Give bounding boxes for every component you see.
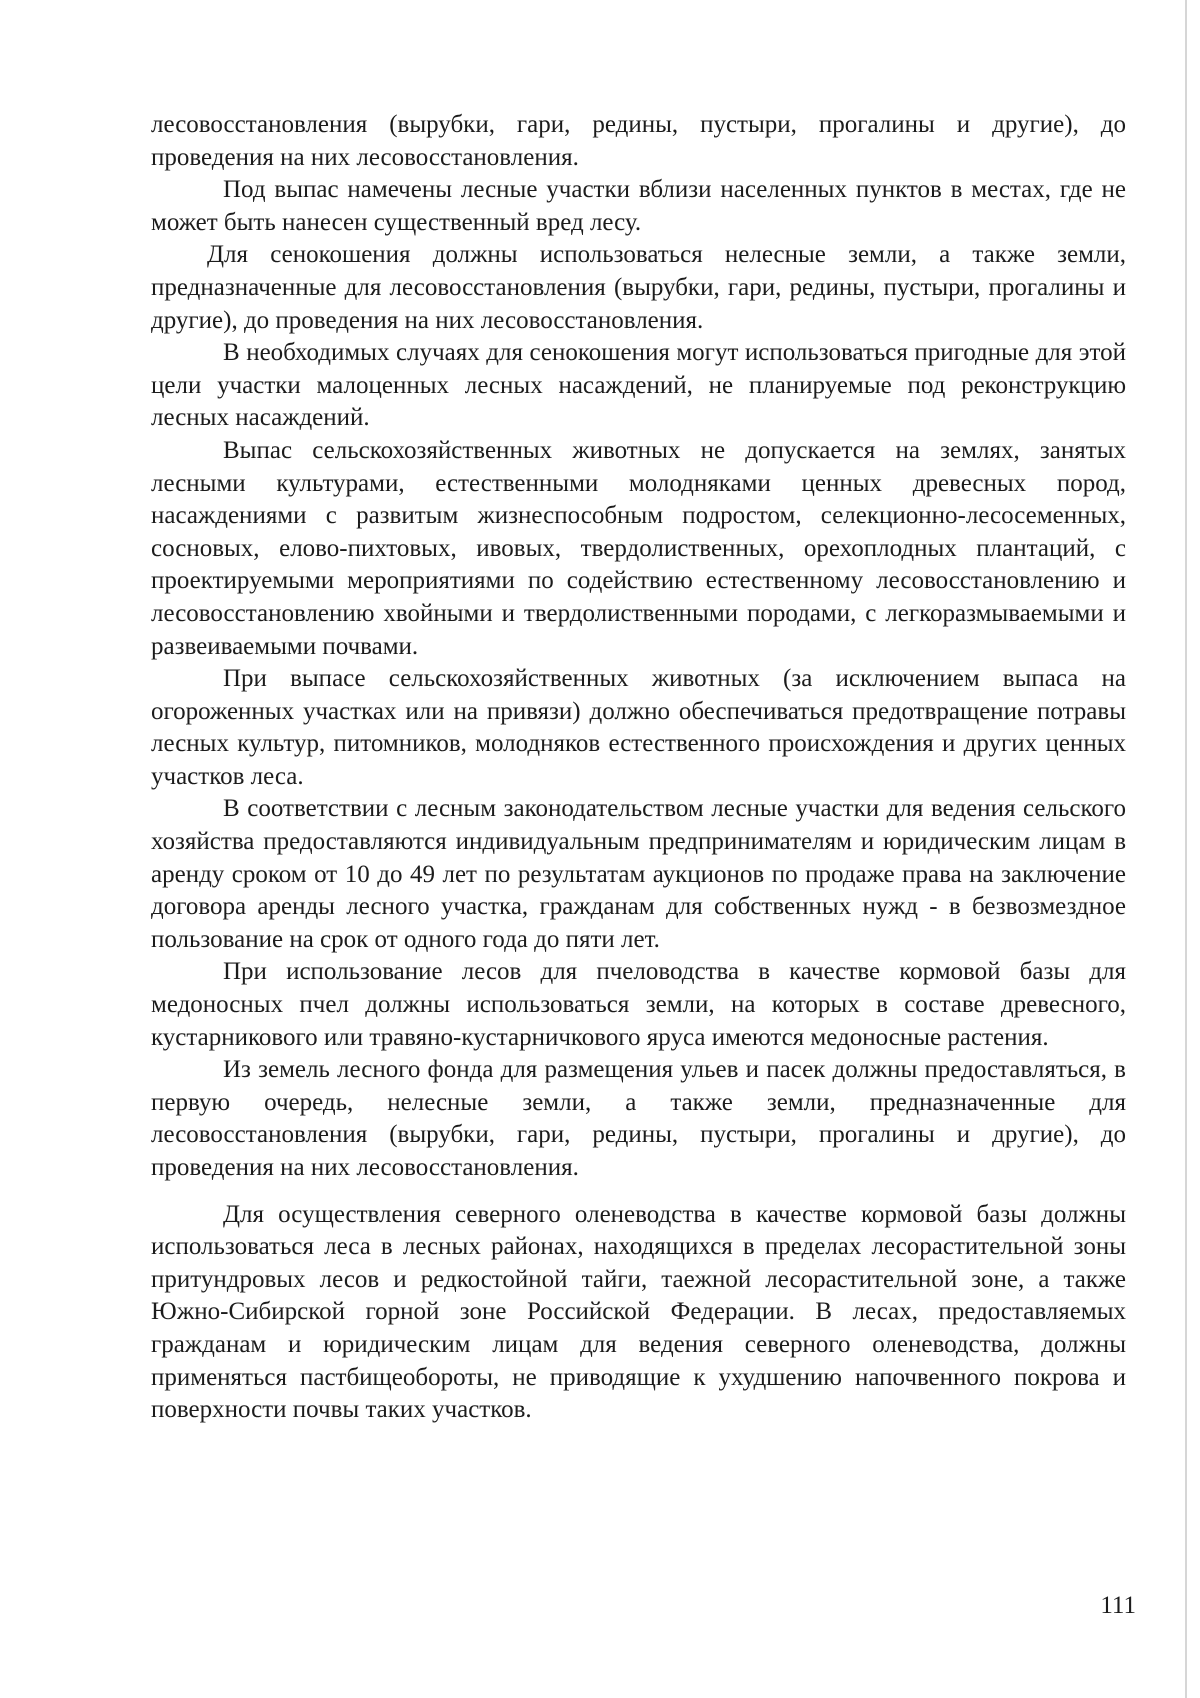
- paragraph-8: При использование лесов для пчеловодства в качестве кормовой базы для медоносных пчел должны использоваться земли, на которых в составе древесного, кустарникового или травяно-кустарничкового яруса имеются медоносные растения.: [151, 958, 1126, 1051]
- paragraph-10: Для осуществления северного оленеводства в качестве кормовой базы должны использоваться леса в лесных районах, находящихся в пределах лесорастительной зоны притундровых лесов и редкостойной тайги, таежной лесорастительной зоне, а также Южно-Сибирской горной зоне Российской Федерации. В лесах, предоставляемых гражданам и юридическим лицам для ведения северного оленеводства, должны применяться пастбищеобороты, не приводящие к ухудшению напочвенного покрова и поверхности почвы таких участков.: [151, 1200, 1126, 1424]
- paragraph-3: Для сенокошения должны использоваться нелесные земли, а также земли, предназначенные для лесовосстановления (вырубки, гари, редины, пустыри, прогалины и другие), до проведения на них лесовосстановления.: [151, 241, 1126, 334]
- paragraph-2: Под выпас намечены лесные участки вблизи населенных пунктов в местах, где не может быть нанесен существенный вред лесу.: [151, 176, 1126, 236]
- paragraph-9: Из земель лесного фонда для размещения ульев и пасек должны предоставляться, в первую очередь, нелесные земли, а также земли, предназначенные для лесовосстановления (вырубки, гари, редины, пустыри, прогалины и другие), до проведения на них лесовосстановления.: [151, 1056, 1126, 1181]
- paragraph-4: В необходимых случаях для сенокошения могут использоваться пригодные для этой цели участки малоценных лесных насаждений, не планируемые под реконструкцию лесных насаждений.: [151, 339, 1126, 432]
- paragraph-7: В соответствии с лесным законодательством лесные участки для ведения сельского хозяйства предоставляются индивидуальным предпринимателям и юридическим лицам в аренду сроком от 10 до 49 лет по результатам аукционов по продаже права на заключение договора аренды лесного участка, гражданам для собственных нужд - в безвозмездное пользование на срок от одного года до пяти лет.: [151, 795, 1126, 953]
- paragraph-6: При выпасе сельскохозяйственных животных (за исключением выпаса на огороженных участках или на привязи) должно обеспечиваться предотвращение потравы лесных культур, питомников, молодняков естественного происхождения и других ценных участков леса.: [151, 665, 1126, 790]
- scan-edge-line: [1185, 0, 1187, 1698]
- paragraph-1: лесовосстановления (вырубки, гари, редины, пустыри, прогалины и другие), до проведения на них лесовосстановления.: [151, 111, 1126, 171]
- paragraph-5: Выпас сельскохозяйственных животных не допускается на землях, занятых лесными культурами, естественными молодняками ценных древесных пород, насаждениями с развитым жизнеспособным подростом, селекционно-лесосеменных, сосновых, елово-пихтовых, ивовых, твердолиственных, орехоплодных плантаций, с проектируемыми мероприятиями по содействию естественному лесовосстановлению и лесовосстановлению хвойными и твердолиственными породами, с легкоразмываемыми и развеиваемыми почвами.: [151, 436, 1126, 660]
- document-body: [151, 109, 1126, 1427]
- page-number: 111: [1100, 1592, 1136, 1619]
